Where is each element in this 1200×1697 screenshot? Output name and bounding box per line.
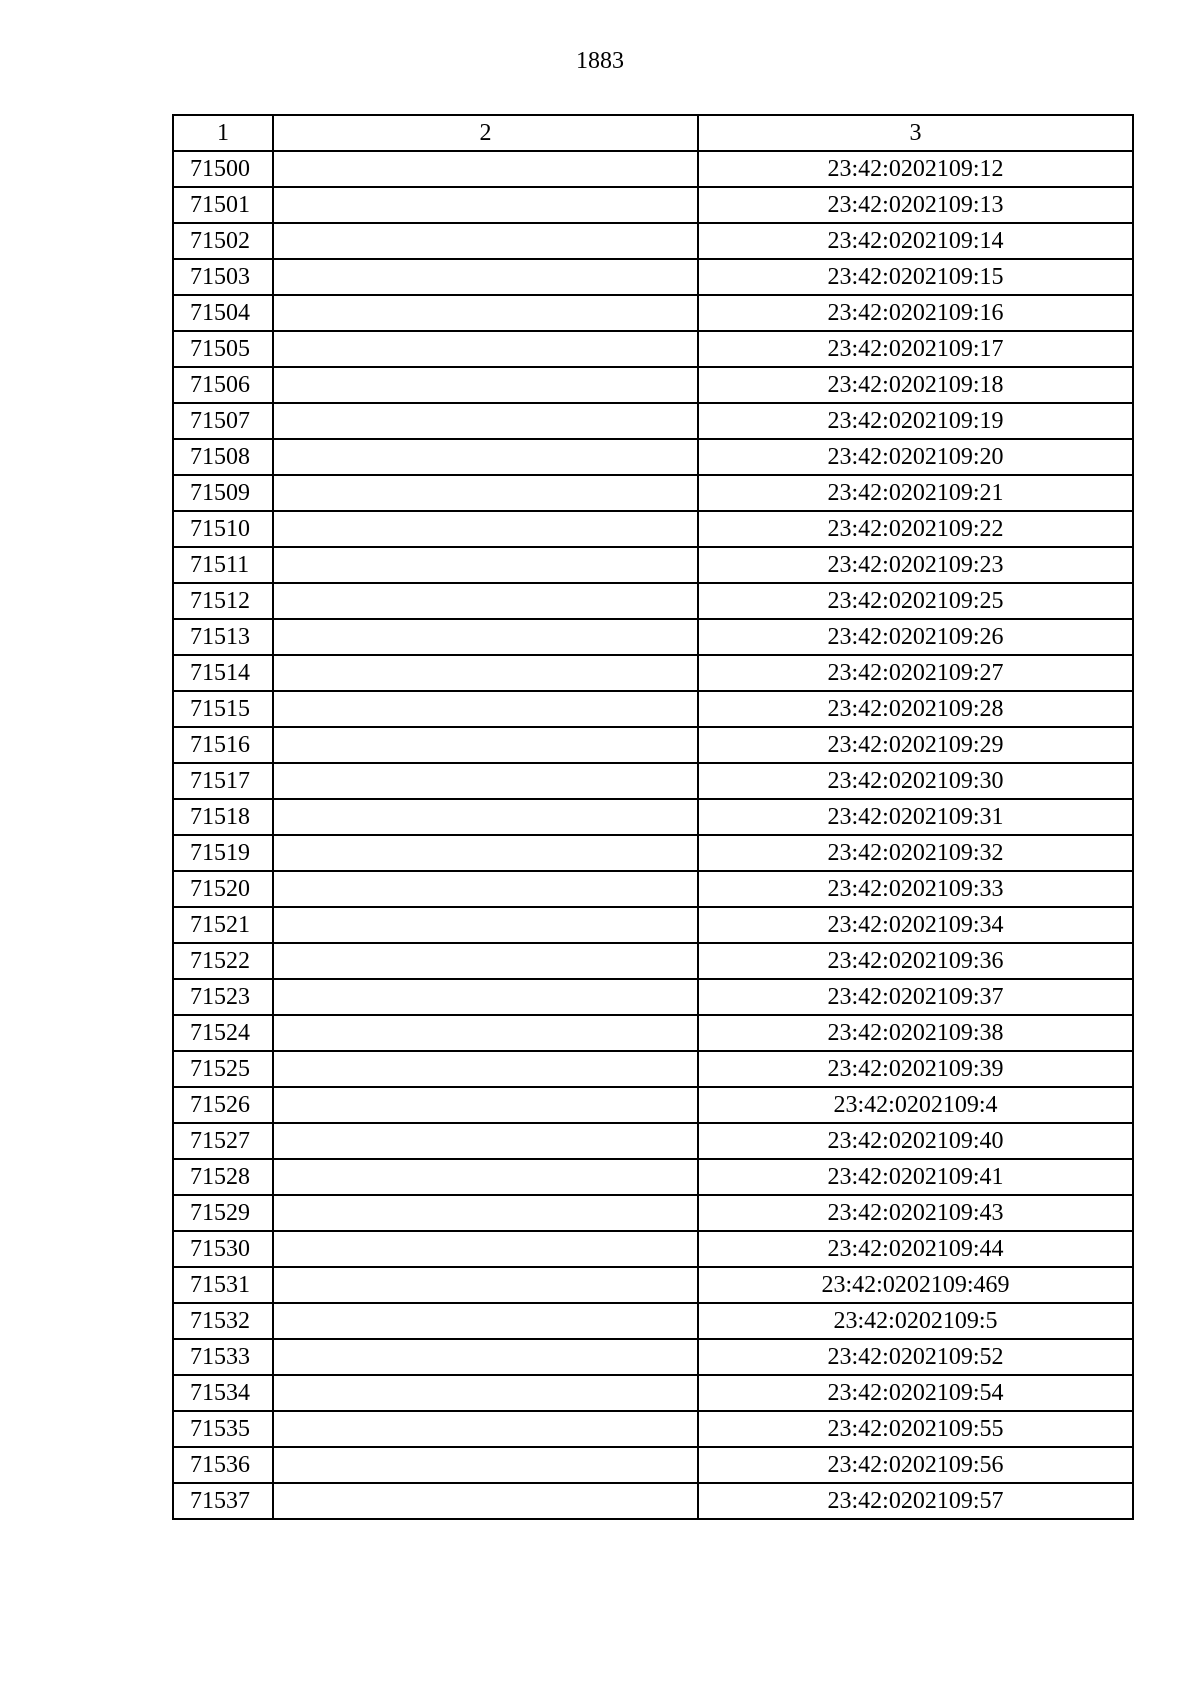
cadastral-number-cell: 23:42:0202109:56 [698, 1447, 1133, 1483]
row-number-cell: 71529 [173, 1195, 273, 1231]
row-empty-cell [273, 1303, 698, 1339]
cadastral-number-cell: 23:42:0202109:15 [698, 259, 1133, 295]
table-row [173, 259, 1133, 295]
table-row [173, 403, 1133, 439]
row-number-cell: 71508 [173, 439, 273, 475]
table-row [173, 1267, 1133, 1303]
table-row [173, 1447, 1133, 1483]
table-row [173, 727, 1133, 763]
cadastral-number-cell: 23:42:0202109:17 [698, 331, 1133, 367]
row-empty-cell [273, 1231, 698, 1267]
row-empty-cell [273, 583, 698, 619]
table-row [173, 835, 1133, 871]
table-row [173, 799, 1133, 835]
row-empty-cell [273, 1123, 698, 1159]
table-row [173, 763, 1133, 799]
cadastral-number-cell: 23:42:0202109:19 [698, 403, 1133, 439]
table-row [173, 871, 1133, 907]
row-empty-cell [273, 727, 698, 763]
cadastral-number-cell: 23:42:0202109:21 [698, 475, 1133, 511]
cadastral-number-cell: 23:42:0202109:55 [698, 1411, 1133, 1447]
cadastral-number-cell: 23:42:0202109:37 [698, 979, 1133, 1015]
row-empty-cell [273, 835, 698, 871]
row-number-cell: 71515 [173, 691, 273, 727]
table-row [173, 1123, 1133, 1159]
cadastral-number-cell: 23:42:0202109:40 [698, 1123, 1133, 1159]
row-number-cell: 71530 [173, 1231, 273, 1267]
table-row [173, 943, 1133, 979]
cadastral-number-cell: 23:42:0202109:469 [698, 1267, 1133, 1303]
row-empty-cell [273, 439, 698, 475]
registry-table [172, 114, 1134, 1520]
cadastral-number-cell: 23:42:0202109:26 [698, 619, 1133, 655]
table-row [173, 331, 1133, 367]
row-empty-cell [273, 943, 698, 979]
row-number-cell: 71509 [173, 475, 273, 511]
row-number-cell: 71518 [173, 799, 273, 835]
table-row [173, 1231, 1133, 1267]
table-row [173, 187, 1133, 223]
table-header [173, 115, 1133, 151]
cadastral-number-cell: 23:42:0202109:54 [698, 1375, 1133, 1411]
row-number-cell: 71516 [173, 727, 273, 763]
row-number-cell: 71534 [173, 1375, 273, 1411]
cadastral-number-cell: 23:42:0202109:57 [698, 1483, 1133, 1519]
table-row [173, 1195, 1133, 1231]
cadastral-number-cell: 23:42:0202109:33 [698, 871, 1133, 907]
table-row [173, 151, 1133, 187]
row-empty-cell [273, 475, 698, 511]
row-empty-cell [273, 655, 698, 691]
row-number-cell: 71522 [173, 943, 273, 979]
table-row [173, 367, 1133, 403]
table-row [173, 439, 1133, 475]
page-number: 1883 [576, 48, 624, 74]
table-body [173, 151, 1133, 1519]
row-number-cell: 71526 [173, 1087, 273, 1123]
cadastral-number-cell: 23:42:0202109:16 [698, 295, 1133, 331]
cadastral-number-cell: 23:42:0202109:5 [698, 1303, 1133, 1339]
row-empty-cell [273, 1195, 698, 1231]
table-row [173, 1087, 1133, 1123]
row-empty-cell [273, 403, 698, 439]
row-empty-cell [273, 187, 698, 223]
cadastral-number-cell: 23:42:0202109:13 [698, 187, 1133, 223]
row-empty-cell [273, 1159, 698, 1195]
cadastral-number-cell: 23:42:0202109:31 [698, 799, 1133, 835]
table-row [173, 1375, 1133, 1411]
table-row [173, 475, 1133, 511]
row-empty-cell [273, 1339, 698, 1375]
cadastral-number-cell: 23:42:0202109:30 [698, 763, 1133, 799]
row-number-cell: 71523 [173, 979, 273, 1015]
cadastral-number-cell: 23:42:0202109:52 [698, 1339, 1133, 1375]
column-header-3: 3 [698, 115, 1133, 151]
row-number-cell: 71524 [173, 1015, 273, 1051]
row-number-cell: 71506 [173, 367, 273, 403]
cadastral-number-cell: 23:42:0202109:28 [698, 691, 1133, 727]
row-empty-cell [273, 763, 698, 799]
row-empty-cell [273, 1087, 698, 1123]
table-row [173, 979, 1133, 1015]
table-row [173, 1051, 1133, 1087]
cadastral-number-cell: 23:42:0202109:32 [698, 835, 1133, 871]
table-row [173, 691, 1133, 727]
cadastral-number-cell: 23:42:0202109:34 [698, 907, 1133, 943]
row-empty-cell [273, 367, 698, 403]
header-row [173, 115, 1133, 151]
table-row [173, 907, 1133, 943]
row-number-cell: 71505 [173, 331, 273, 367]
row-number-cell: 71533 [173, 1339, 273, 1375]
cadastral-number-cell: 23:42:0202109:22 [698, 511, 1133, 547]
cadastral-number-cell: 23:42:0202109:23 [698, 547, 1133, 583]
row-empty-cell [273, 1447, 698, 1483]
row-empty-cell [273, 691, 698, 727]
cadastral-number-cell: 23:42:0202109:36 [698, 943, 1133, 979]
row-number-cell: 71510 [173, 511, 273, 547]
row-empty-cell [273, 619, 698, 655]
row-empty-cell [273, 151, 698, 187]
row-empty-cell [273, 871, 698, 907]
row-number-cell: 71513 [173, 619, 273, 655]
row-number-cell: 71519 [173, 835, 273, 871]
cadastral-number-cell: 23:42:0202109:14 [698, 223, 1133, 259]
table-row [173, 655, 1133, 691]
row-empty-cell [273, 547, 698, 583]
table-row [173, 1015, 1133, 1051]
cadastral-number-cell: 23:42:0202109:20 [698, 439, 1133, 475]
row-number-cell: 71502 [173, 223, 273, 259]
cadastral-number-cell: 23:42:0202109:4 [698, 1087, 1133, 1123]
column-header-2: 2 [273, 115, 698, 151]
row-empty-cell [273, 907, 698, 943]
row-number-cell: 71512 [173, 583, 273, 619]
row-number-cell: 71537 [173, 1483, 273, 1519]
cadastral-number-cell: 23:42:0202109:43 [698, 1195, 1133, 1231]
row-empty-cell [273, 1375, 698, 1411]
cadastral-number-cell: 23:42:0202109:39 [698, 1051, 1133, 1087]
row-number-cell: 71500 [173, 151, 273, 187]
row-number-cell: 71503 [173, 259, 273, 295]
row-empty-cell [273, 1483, 698, 1519]
cadastral-number-cell: 23:42:0202109:44 [698, 1231, 1133, 1267]
row-number-cell: 71536 [173, 1447, 273, 1483]
table-row [173, 1483, 1133, 1519]
row-number-cell: 71525 [173, 1051, 273, 1087]
row-empty-cell [273, 331, 698, 367]
cadastral-number-cell: 23:42:0202109:12 [698, 151, 1133, 187]
row-number-cell: 71511 [173, 547, 273, 583]
cadastral-number-cell: 23:42:0202109:38 [698, 1015, 1133, 1051]
table-row [173, 295, 1133, 331]
cadastral-number-cell: 23:42:0202109:18 [698, 367, 1133, 403]
table-row [173, 1303, 1133, 1339]
cadastral-number-cell: 23:42:0202109:41 [698, 1159, 1133, 1195]
row-empty-cell [273, 1411, 698, 1447]
table-row [173, 511, 1133, 547]
table-row [173, 583, 1133, 619]
row-number-cell: 71514 [173, 655, 273, 691]
row-number-cell: 71507 [173, 403, 273, 439]
row-number-cell: 71517 [173, 763, 273, 799]
row-empty-cell [273, 1051, 698, 1087]
row-number-cell: 71501 [173, 187, 273, 223]
table-row [173, 223, 1133, 259]
row-empty-cell [273, 259, 698, 295]
row-empty-cell [273, 1267, 698, 1303]
table-row [173, 1339, 1133, 1375]
row-number-cell: 71521 [173, 907, 273, 943]
table-row [173, 619, 1133, 655]
table-row [173, 1159, 1133, 1195]
row-number-cell: 71504 [173, 295, 273, 331]
row-empty-cell [273, 799, 698, 835]
row-number-cell: 71531 [173, 1267, 273, 1303]
row-number-cell: 71528 [173, 1159, 273, 1195]
cadastral-number-cell: 23:42:0202109:25 [698, 583, 1133, 619]
row-number-cell: 71520 [173, 871, 273, 907]
row-empty-cell [273, 1015, 698, 1051]
row-empty-cell [273, 295, 698, 331]
table-row [173, 1411, 1133, 1447]
row-empty-cell [273, 979, 698, 1015]
row-empty-cell [273, 511, 698, 547]
row-empty-cell [273, 223, 698, 259]
cadastral-number-cell: 23:42:0202109:29 [698, 727, 1133, 763]
row-number-cell: 71535 [173, 1411, 273, 1447]
row-number-cell: 71527 [173, 1123, 273, 1159]
cadastral-number-cell: 23:42:0202109:27 [698, 655, 1133, 691]
table-row [173, 547, 1133, 583]
row-number-cell: 71532 [173, 1303, 273, 1339]
column-header-1: 1 [173, 115, 273, 151]
